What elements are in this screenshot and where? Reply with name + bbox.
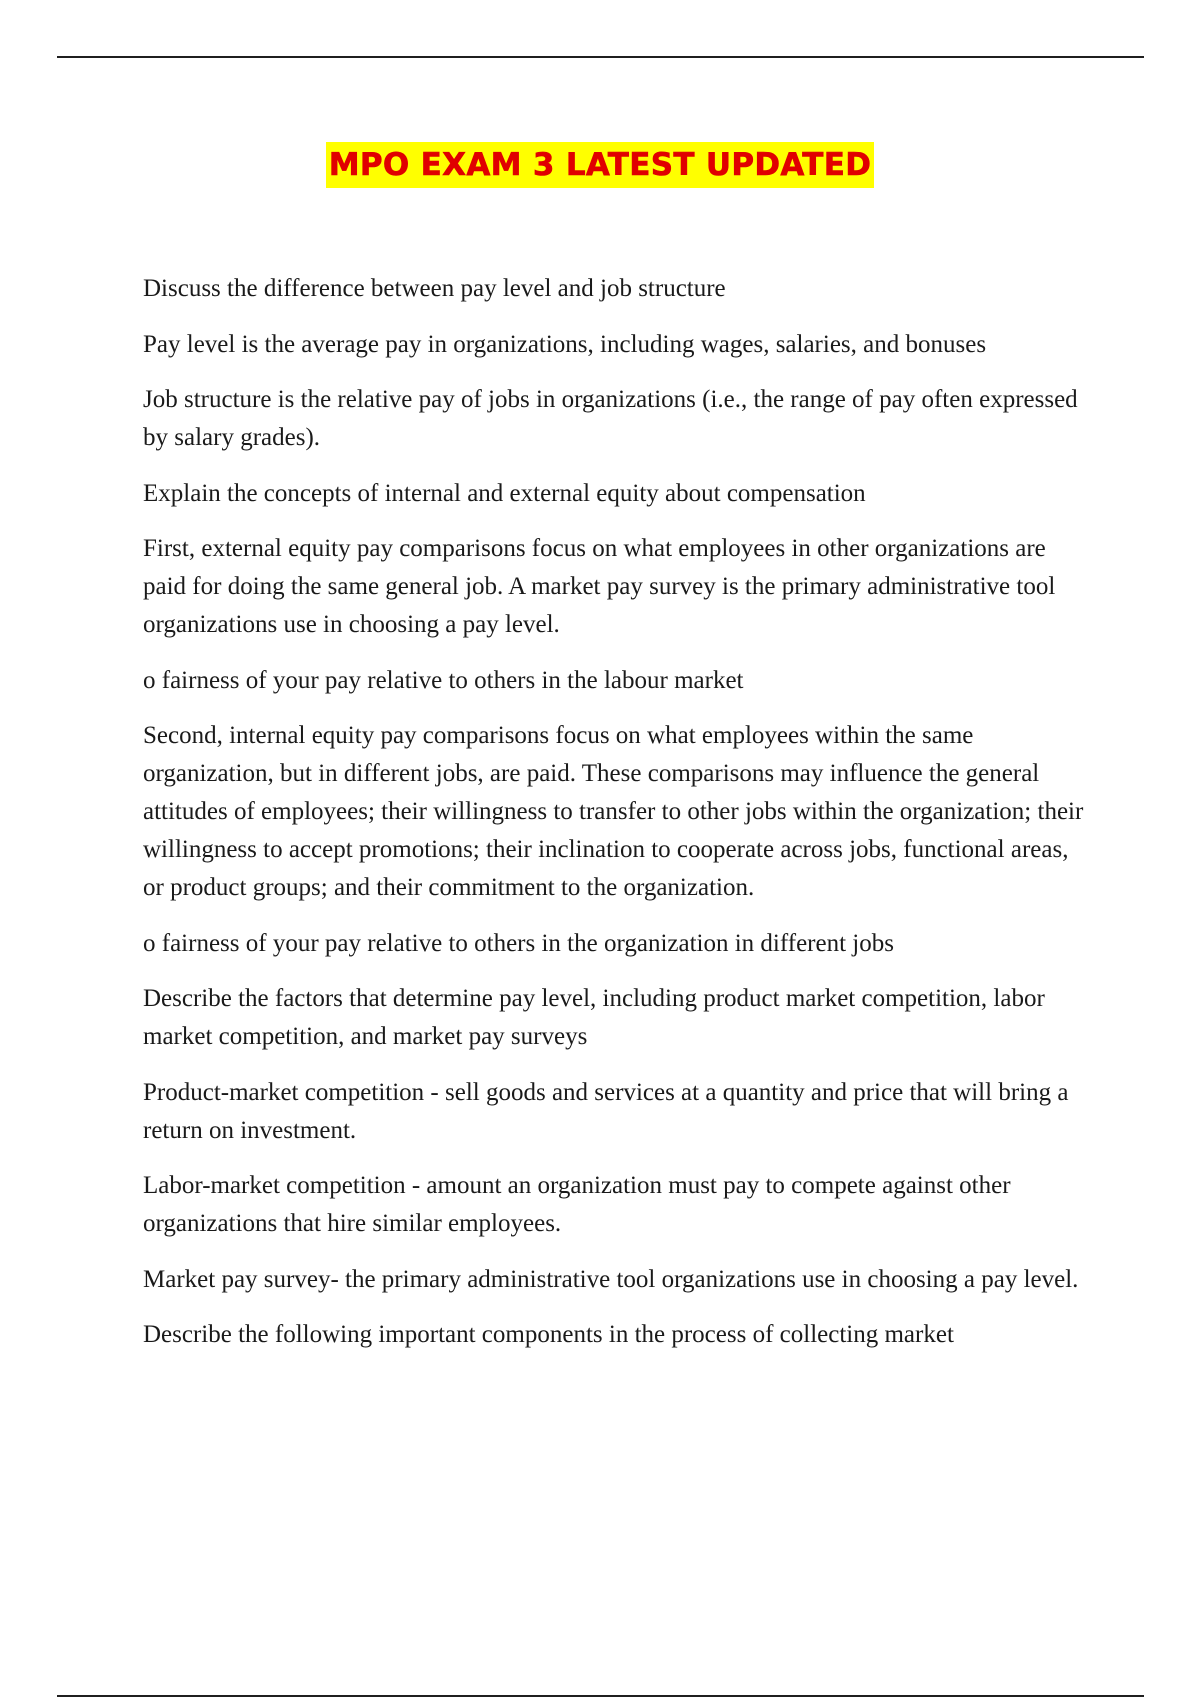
question-paragraph: Describe the following important components in the process of collecting market xyxy=(143,1321,954,1348)
answer-paragraph: Job structure is the relative pay of jobs in organizations (i.e., the range of pay often expressed by salary grades). xyxy=(143,386,1078,451)
question-paragraph: Discuss the difference between pay level and job structure xyxy=(143,275,726,302)
document-title: MPO EXAM 3 LATEST UPDATED xyxy=(326,142,874,188)
answer-paragraph: Market pay survey- the primary administrative tool organizations use in choosing a pay level. xyxy=(143,1265,1079,1293)
question-paragraph: Explain the concepts of internal and external equity about compensation xyxy=(143,479,866,507)
document-body xyxy=(143,270,1093,1372)
answer-paragraph: First, external equity pay comparisons focus on what employees in other organizations are paid for doing the same general job. A market pay survey is the primary administrative tool organizations use in choosing a pay level. xyxy=(143,535,1056,638)
answer-paragraph: Second, internal equity pay comparisons focus on what employees within the same organization, but in different jobs, are paid. These comparisons may influence the general attitudes of employees; their willingness to transfer to other jobs within the organization; their willingness to accept promotions; their inclination to cooperate across jobs, functional areas, or product groups; and their commitment to the organization. xyxy=(143,722,1084,901)
answer-paragraph: Pay level is the average pay in organizations, including wages, salaries, and bonuses xyxy=(143,330,987,358)
answer-paragraph: Product-market competition - sell goods and services at a quantity and price that will bring a return on investment. xyxy=(143,1078,1069,1144)
title-container xyxy=(0,142,1200,188)
bottom-rule xyxy=(57,1695,1144,1697)
answer-bullet: o fairness of your pay relative to others in the labour market xyxy=(143,666,744,694)
answer-bullet: o fairness of your pay relative to others in the organization in different jobs xyxy=(143,929,894,957)
question-paragraph: Describe the factors that determine pay level, including product market competition, labor market competition, and market pay surveys xyxy=(143,985,1045,1050)
answer-paragraph: Labor-market competition - amount an organization must pay to compete against other organizations that hire similar employees. xyxy=(143,1172,1011,1237)
top-rule xyxy=(57,56,1144,58)
